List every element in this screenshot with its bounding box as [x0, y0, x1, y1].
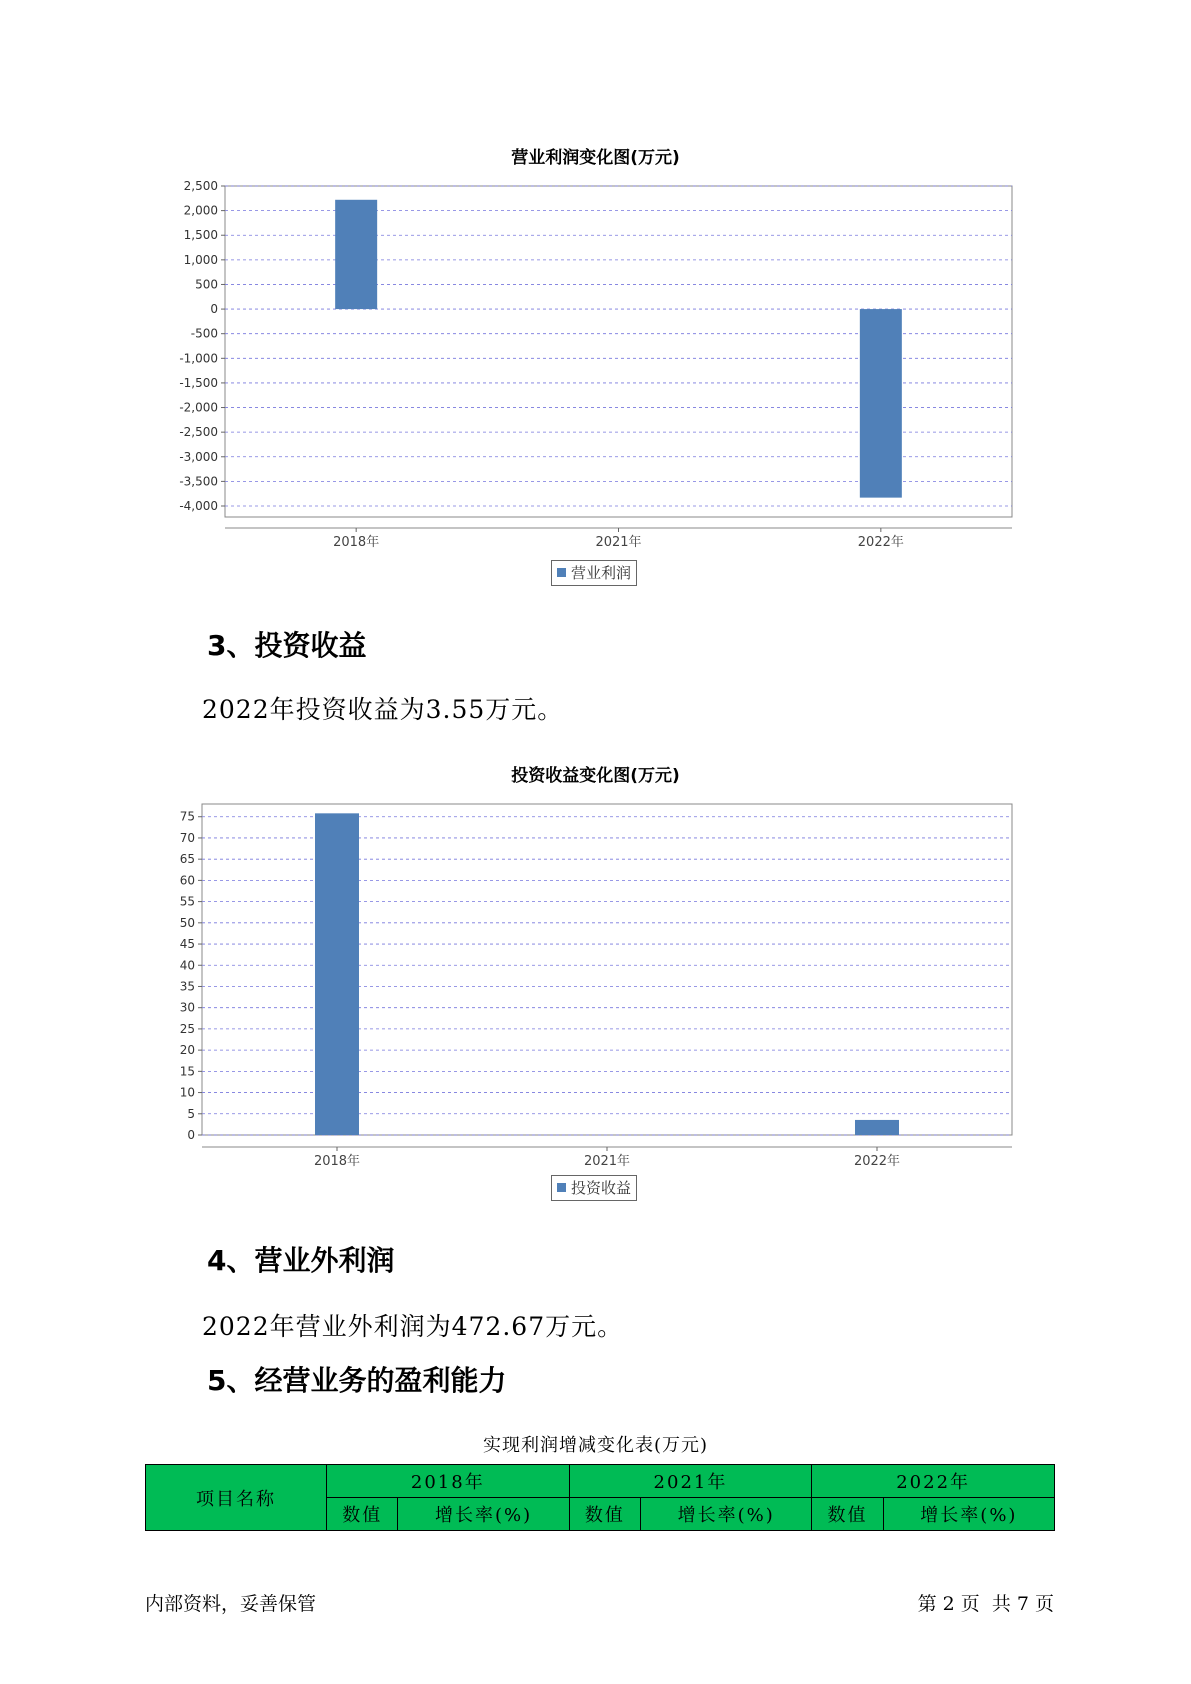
- y-tick-label: 2,500: [183, 179, 218, 193]
- section5-heading: 5、经营业务的盈利能力: [207, 1364, 507, 1397]
- legend-swatch: [557, 568, 566, 577]
- y-tick-label: 50: [179, 915, 195, 930]
- value-header: 数值: [327, 1498, 398, 1531]
- x-tick-label: 2022年: [857, 535, 904, 550]
- table-caption: 实现利润增减变化表(万元): [482, 1435, 709, 1456]
- chart1-title: 营业利润变化图(万元): [511, 148, 680, 168]
- page-number: 第 2 页 共 7 页: [917, 1593, 1054, 1615]
- bar: [335, 200, 377, 309]
- table-header-row: [146, 1465, 1055, 1498]
- bar: [315, 813, 359, 1135]
- growth-rate-header: 增长率(%): [883, 1498, 1054, 1531]
- y-tick-label: 20: [179, 1043, 195, 1058]
- y-tick-label: 0: [187, 1128, 195, 1142]
- y-tick-label: 60: [179, 873, 195, 888]
- y-tick-label: -1,500: [179, 375, 218, 390]
- y-tick-label: 0: [210, 302, 218, 317]
- y-tick-label: -2,500: [179, 425, 218, 440]
- growth-rate-header: 增长率(%): [641, 1498, 812, 1531]
- chart1-legend-label: 营业利润: [571, 564, 632, 582]
- chart2-legend-label: 投资收益: [571, 1179, 632, 1197]
- y-tick-label: 5: [187, 1106, 195, 1121]
- legend-swatch: [557, 1183, 566, 1192]
- chart2-title: 投资收益变化图(万元): [511, 766, 680, 786]
- section3-heading: 3、投资收益: [207, 629, 367, 662]
- chart2-legend: [551, 1175, 637, 1201]
- value-header: 数值: [569, 1498, 640, 1531]
- investment-income-chart: [0, 790, 1191, 1190]
- y-tick-label: 75: [179, 809, 195, 824]
- y-tick-label: -3,000: [179, 449, 218, 464]
- year-header: 2018年: [327, 1465, 570, 1498]
- y-tick-label: 35: [179, 979, 195, 994]
- y-tick-label: 1,500: [183, 228, 218, 243]
- y-tick-label: -1,000: [179, 351, 218, 366]
- y-tick-label: 2,000: [183, 203, 218, 218]
- y-tick-label: 500: [195, 277, 218, 292]
- section4-text: 2022年营业外利润为472.67万元。: [202, 1312, 624, 1341]
- y-tick-label: 40: [179, 958, 195, 973]
- y-tick-label: -500: [190, 326, 218, 341]
- y-tick-label: 1,000: [183, 252, 218, 267]
- bar: [860, 309, 902, 498]
- x-tick-label: 2018年: [313, 1154, 361, 1169]
- item-name-header: 项目名称: [146, 1465, 327, 1531]
- y-tick-label: 70: [179, 830, 195, 845]
- year-header: 2022年: [812, 1465, 1055, 1498]
- growth-rate-header: 增长率(%): [398, 1498, 569, 1531]
- y-tick-label: 45: [179, 937, 195, 952]
- y-tick-label: 55: [179, 894, 195, 909]
- y-tick-label: 65: [179, 852, 195, 867]
- y-tick-label: -3,500: [179, 474, 218, 489]
- x-tick-label: 2021年: [583, 1154, 631, 1169]
- x-tick-label: 2022年: [853, 1154, 901, 1169]
- value-header: 数值: [812, 1498, 883, 1531]
- x-tick-label: 2018年: [333, 535, 380, 550]
- y-tick-label: 30: [179, 1000, 195, 1015]
- bar: [855, 1120, 899, 1135]
- y-tick-label: 25: [179, 1021, 195, 1036]
- section3-text: 2022年投资收益为3.55万元。: [202, 695, 564, 724]
- footer-confidential-note: 内部资料，妥善保管: [145, 1593, 317, 1615]
- chart1-legend: [551, 560, 637, 586]
- year-header: 2021年: [569, 1465, 812, 1498]
- profit-change-table: [145, 1464, 1055, 1531]
- y-tick-label: -2,000: [179, 400, 218, 415]
- y-tick-label: 10: [179, 1085, 195, 1100]
- operating-profit-chart: [0, 170, 1191, 590]
- y-tick-label: 15: [179, 1064, 195, 1079]
- y-tick-label: -4,000: [179, 499, 218, 513]
- x-tick-label: 2021年: [595, 535, 642, 550]
- section4-heading: 4、营业外利润: [207, 1244, 395, 1277]
